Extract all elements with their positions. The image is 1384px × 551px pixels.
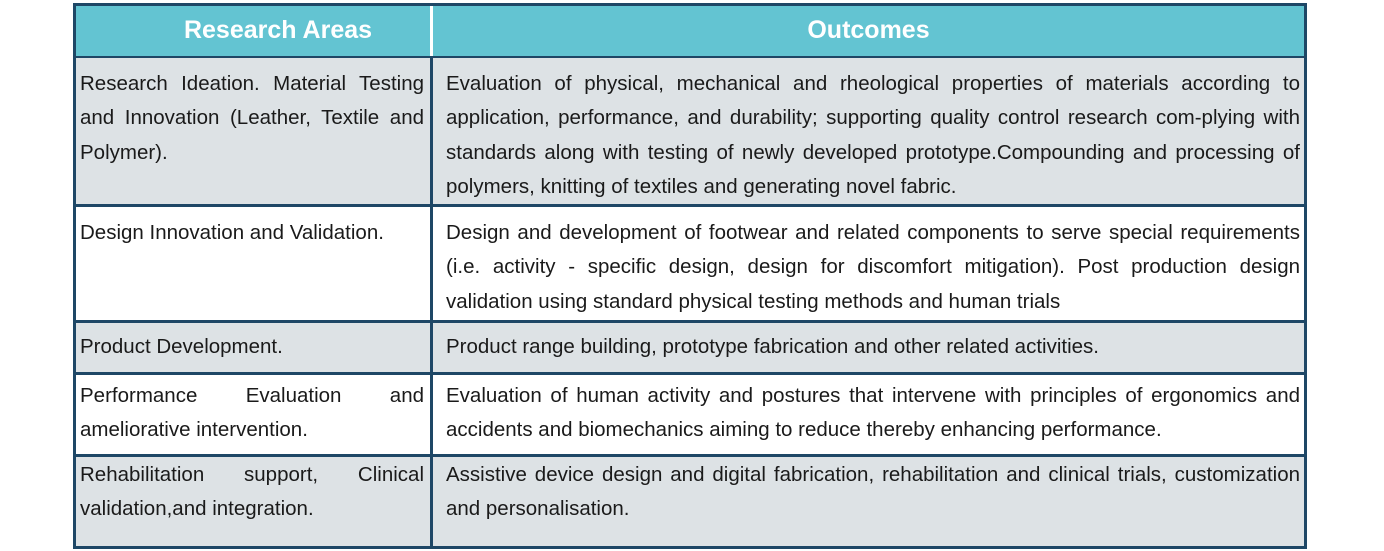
outcome-cell: Evaluation of human activity and postures that intervene with principles of ergonomics and accidents and biomechanics aiming to reduce thereby enhancing performance. <box>433 375 1304 454</box>
table-row <box>76 323 1304 372</box>
table-row <box>76 58 1304 204</box>
table-header-row <box>76 6 1304 56</box>
header-research-areas: Research Areas <box>76 6 433 56</box>
outcome-cell: Design and development of footwear and related components to serve special requirements (i.e. activity - specific design, design for discomfort mitigation). Post production design validation using standard physical testing methods and human trials <box>433 207 1304 320</box>
table-row <box>76 457 1304 546</box>
table-row <box>76 207 1304 320</box>
research-area-cell: Product Development. <box>76 323 430 372</box>
table-row <box>76 375 1304 454</box>
research-outcomes-table <box>73 3 1307 549</box>
research-area-cell: Rehabilitation support, Clinical validation,and integration. <box>76 457 430 546</box>
research-area-cell: Research Ideation. Material Testing and Innovation (Leather, Textile and Polymer). <box>76 58 430 204</box>
outcome-cell: Product range building, prototype fabrication and other related activities. <box>433 323 1304 372</box>
outcome-cell: Assistive device design and digital fabrication, rehabilitation and clinical trials, customization and personalisation. <box>433 457 1304 546</box>
research-area-cell: Design Innovation and Validation. <box>76 207 430 320</box>
outcome-cell: Evaluation of physical, mechanical and rheological properties of materials according to application, performance, and durability; supporting quality control research com-plying with standards along with testing of newly developed prototype.Compounding and processing of polymers, knitting of textiles and generating novel fabric. <box>433 58 1304 204</box>
research-area-cell: Performance Evaluation and ameliorative intervention. <box>76 375 430 454</box>
header-outcomes: Outcomes <box>433 6 1304 56</box>
